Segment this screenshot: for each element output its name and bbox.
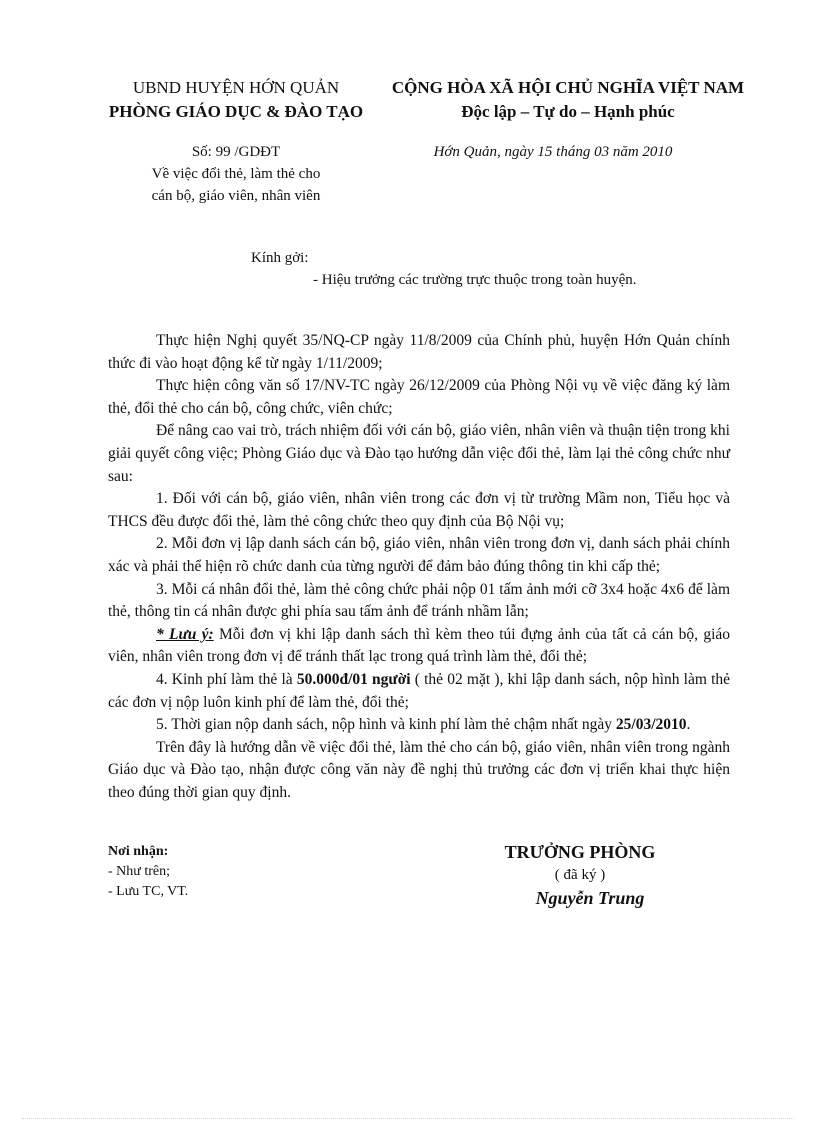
note-label: * Lưu ý: <box>156 625 214 643</box>
list-item-1: 1. Đối với cán bộ, giáo viên, nhân viên trong các đơn vị từ trường Mầm non, Tiểu học và THCS đều được đổi thẻ, làm thẻ công chức theo quy định của Bộ Nội vụ; <box>108 490 730 530</box>
note-paragraph <box>108 624 730 669</box>
closing-paragraph: Trên đây là hướng dẫn về việc đổi thẻ, làm thẻ cho cán bộ, giáo viên, nhân viên trong ngành Giáo dục và Đào tạo, nhận được công văn này đề nghị thủ trưởng các đơn vị triển khai thực hiện theo đúng thời gian quy định. <box>108 738 730 801</box>
list-item-3: 3. Mỗi cá nhân đổi thẻ, làm thẻ công chức phải nộp 01 tấm ảnh mới cỡ 3x4 hoặc 4x6 để làm thẻ, thông tin cá nhân được ghi phía sau tấm ảnh để tránh nhầm lẫn; <box>108 580 730 621</box>
recipient-item: - Như trên; <box>108 864 171 879</box>
item5-pre: 5. Thời gian nộp danh sách, nộp hình và kinh phí làm thẻ chậm nhất ngày <box>156 716 616 734</box>
recipient-item: - Lưu TC, VT. <box>108 884 189 899</box>
paragraph-1: Thực hiện Nghị quyết 35/NQ-CP ngày 11/8/2009 của Chính phủ, huyện Hớn Quản chính thức đi vào hoạt động kể từ ngày 1/11/2009; <box>108 332 730 372</box>
recipients-block <box>108 842 188 902</box>
page-bottom-rule <box>22 1118 794 1119</box>
place-date: Hớn Quản, ngày 15 tháng 03 năm 2010 <box>433 144 673 160</box>
subject-line2: cán bộ, giáo viên, nhân viên <box>151 188 321 204</box>
recipient-line: - Hiệu trưởng các trường trực thuộc trong toàn huyện. <box>313 272 637 288</box>
org-line1: UBND HUYỆN HỚN QUẢN <box>132 78 340 97</box>
signature-block <box>470 840 690 910</box>
header-right <box>378 76 758 124</box>
item4-pre: 4. Kinh phí làm thẻ là <box>156 670 297 688</box>
country-name: CỘNG HÒA XÃ HỘI CHỦ NGHĨA VIỆT NAM <box>391 78 745 97</box>
item5-post: . <box>686 716 691 734</box>
document-body <box>108 330 730 804</box>
header-left <box>96 76 376 124</box>
list-item-5 <box>108 714 730 737</box>
signer-name: Nguyễn Trung <box>535 888 645 908</box>
motto: Độc lập – Tự do – Hạnh phúc <box>461 102 675 121</box>
recipients-label: Nơi nhận: <box>108 844 169 859</box>
list-item-2: 2. Mỗi đơn vị lập danh sách cán bộ, giáo viên, nhân viên trong đơn vị, danh sách phải chính xác và phải thể hiện rõ chức danh của từng người để đảm bảo đúng thông tin khi cấp thẻ; <box>108 535 730 575</box>
signed-note: ( đã ký ) <box>554 867 606 883</box>
signer-title: TRƯỞNG PHÒNG <box>504 842 656 862</box>
list-item-4 <box>108 669 730 714</box>
deadline-date: 25/03/2010 <box>615 716 687 734</box>
org-line2: PHÒNG GIÁO DỤC & ĐÀO TẠO <box>108 102 364 121</box>
fee-amount: 50.000đ/01 người <box>296 670 411 688</box>
paragraph-2: Thực hiện công văn số 17/NV-TC ngày 26/12/2009 của Phòng Nội vụ về việc đăng ký làm thẻ, đổi thẻ cho cán bộ, công chức, viên chức; <box>108 377 730 417</box>
paragraph-3: Để nâng cao vai trò, trách nhiệm đối với cán bộ, giáo viên, nhân viên và thuận tiện trong khi giải quyết công việc; Phòng Giáo dục và Đào tạo hướng dẫn việc đổi thẻ, làm lại thẻ công chức như sau: <box>108 422 730 485</box>
recipient-label: Kính gởi: <box>251 250 309 266</box>
subject-line1: Về việc đổi thẻ, làm thẻ cho <box>151 166 321 182</box>
note-text: Mỗi đơn vị khi lập danh sách thì kèm theo túi đựng ảnh của tất cả cán bộ, giáo viên, nhân viên trong đơn vị để tránh thất lạc trong quá trình làm thẻ, đổi thẻ; <box>108 625 731 666</box>
doc-meta <box>96 141 376 207</box>
item4-post: ( thẻ 02 mặt ), khi lập danh sách, nộp hình làm thẻ các đơn vị nộp luôn kinh phí để làm thẻ, đổi thẻ; <box>108 670 730 711</box>
doc-number: Số: 99 /GDĐT <box>191 144 281 160</box>
